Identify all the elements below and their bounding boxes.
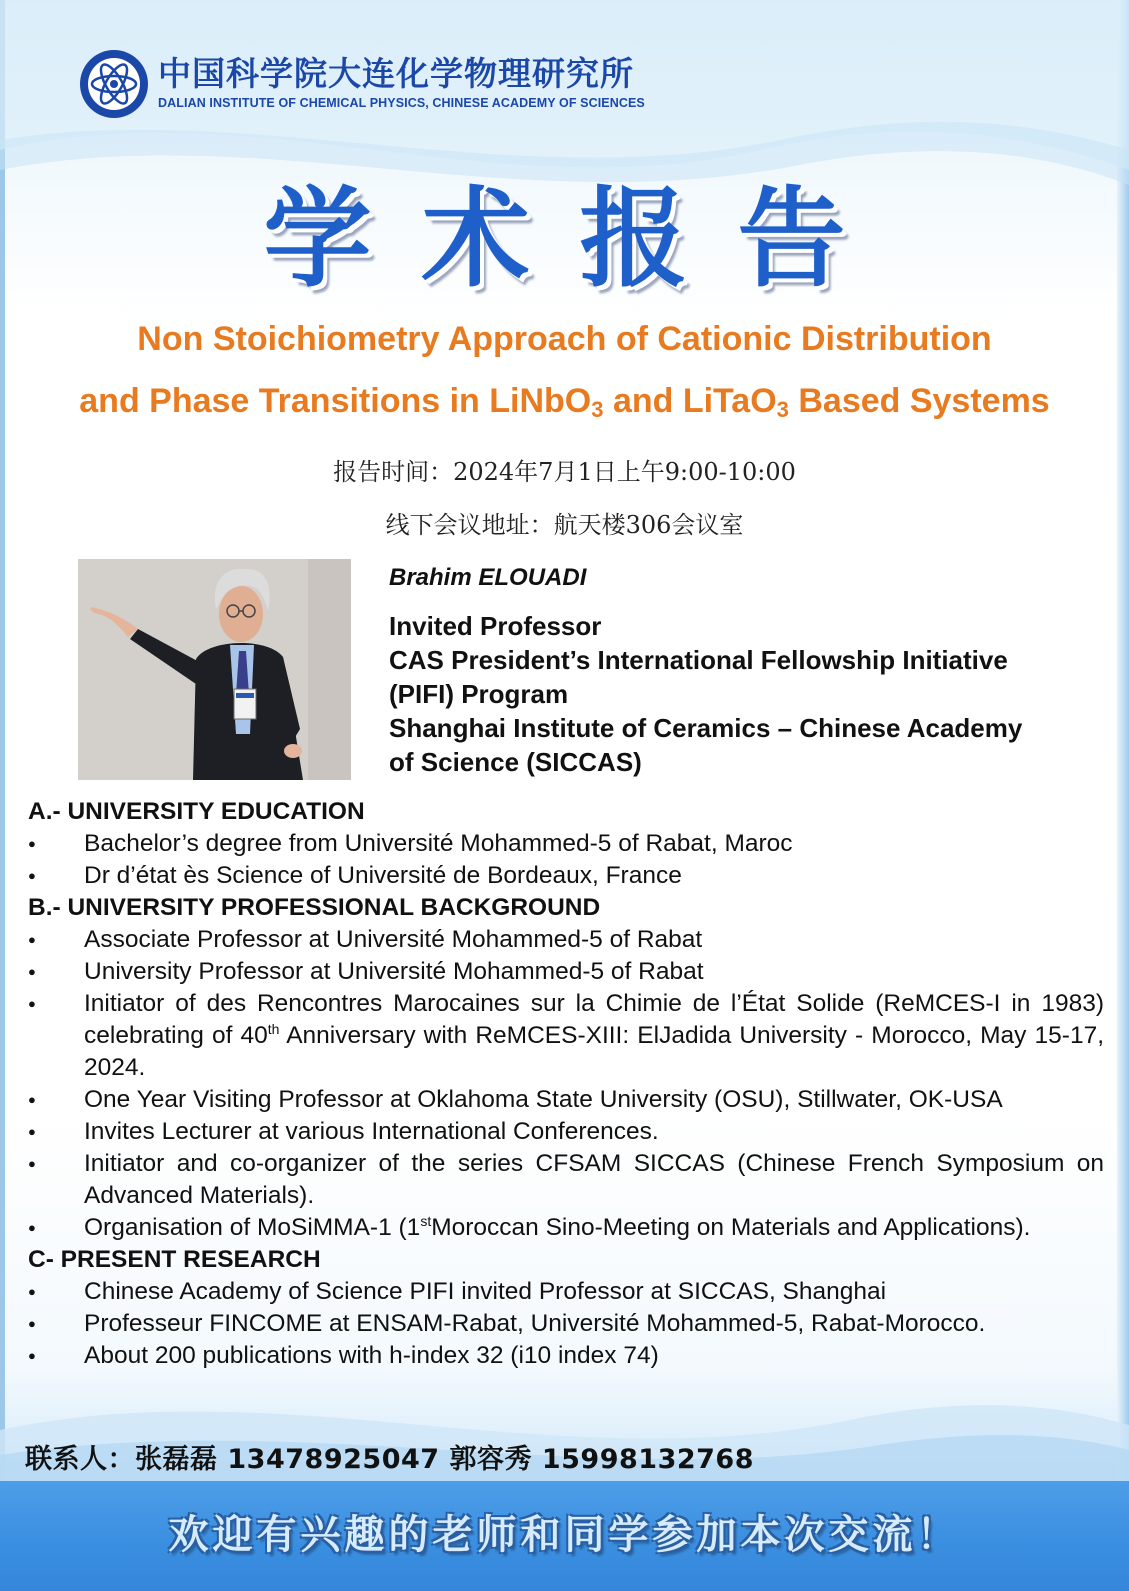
list-item: ● University Professor at Université Mohammed-5 of Rabat [28, 956, 1104, 988]
speaker-line: CAS President’s International Fellowship Initiative [389, 645, 1008, 675]
institute-name-en: DALIAN INSTITUTE OF CHEMICAL PHYSICS, CHINESE ACADEMY OF SCIENCES [158, 96, 645, 110]
institute-name-cn: 中国科学院大连化学物理研究所 [158, 54, 634, 93]
list-item: ● One Year Visiting Professor at Oklahoma State University (OSU), Stillwater, OK-USA [28, 1084, 1104, 1116]
section-heading-research: C- PRESENT RESEARCH [28, 1246, 321, 1273]
report-venue: 线下会议地址：航天楼306会议室 [385, 511, 744, 539]
academic-report-banner: 学术报告 [263, 177, 896, 302]
speaker-name: Brahim ELOUADI [389, 564, 587, 591]
list-item: ● Associate Professor at Université Mohammed-5 of Rabat [28, 924, 1104, 956]
speaker-line: (PIFI) Program [389, 679, 569, 709]
list-item: ● Dr d’état ès Science of Université de Bordeaux, France [28, 860, 1104, 892]
list-item: ● Initiator and co-organizer of the series CFSAM SICCAS (Chinese French Symposium on Advanced Materials). [28, 1148, 1104, 1212]
speaker-line: of Science (SICCAS) [389, 747, 642, 777]
section-heading-background: B.- UNIVERSITY PROFESSIONAL BACKGROUND [28, 894, 601, 921]
list-item: ● Initiator of des Rencontres Marocaines sur la Chimie de l’État Solide (ReMCES-I in 1983) celebrating of 40th Anniversary with ReMCES-XIII: ElJadida University - Morocco, May 15-17, 2024. [28, 988, 1104, 1084]
list-item: ● Professeur FINCOME at ENSAM-Rabat, Université Mohammed-5, Rabat-Morocco. [28, 1308, 1104, 1340]
welcome-message: 欢迎有兴趣的老师和同学参加本次交流！ [168, 1512, 961, 1558]
speaker-photo [78, 559, 351, 780]
list-item: ● About 200 publications with h-index 32 (i10 index 74) [28, 1340, 1104, 1372]
dicp-logo-icon [78, 48, 150, 120]
list-item: ● Bachelor’s degree from Université Mohammed-5 of Rabat, Maroc [28, 828, 1104, 860]
talk-title-line1: Non Stoichiometry Approach of Cationic Distribution [137, 320, 992, 358]
speaker-affiliation [389, 609, 1099, 779]
talk-title-line2: and Phase Transitions in LiNbO$_3$ and LiTaO$_3$ Based Systems [79, 382, 1050, 422]
speaker-line: Invited Professor [389, 611, 602, 641]
list-item: ● Invites Lecturer at various International Conferences. [28, 1116, 1104, 1148]
speaker-line: Shanghai Institute of Ceramics – Chinese Academy [389, 713, 1023, 743]
speaker-cv [28, 796, 1104, 1372]
contact-info: 联系人：张磊磊 13478925047 郭容秀 15998132768 [25, 1444, 755, 1475]
list-item: ● Chinese Academy of Science PIFI invited Professor at SICCAS, Shanghai [28, 1276, 1104, 1308]
list-item: ● Organisation of MoSiMMA-1 (1stMoroccan Sino-Meeting on Materials and Applications). [28, 1212, 1104, 1244]
section-heading-education: A.- UNIVERSITY EDUCATION [28, 798, 365, 825]
report-time: 报告时间：2024年7月1日上午9:00-10:00 [333, 458, 796, 486]
